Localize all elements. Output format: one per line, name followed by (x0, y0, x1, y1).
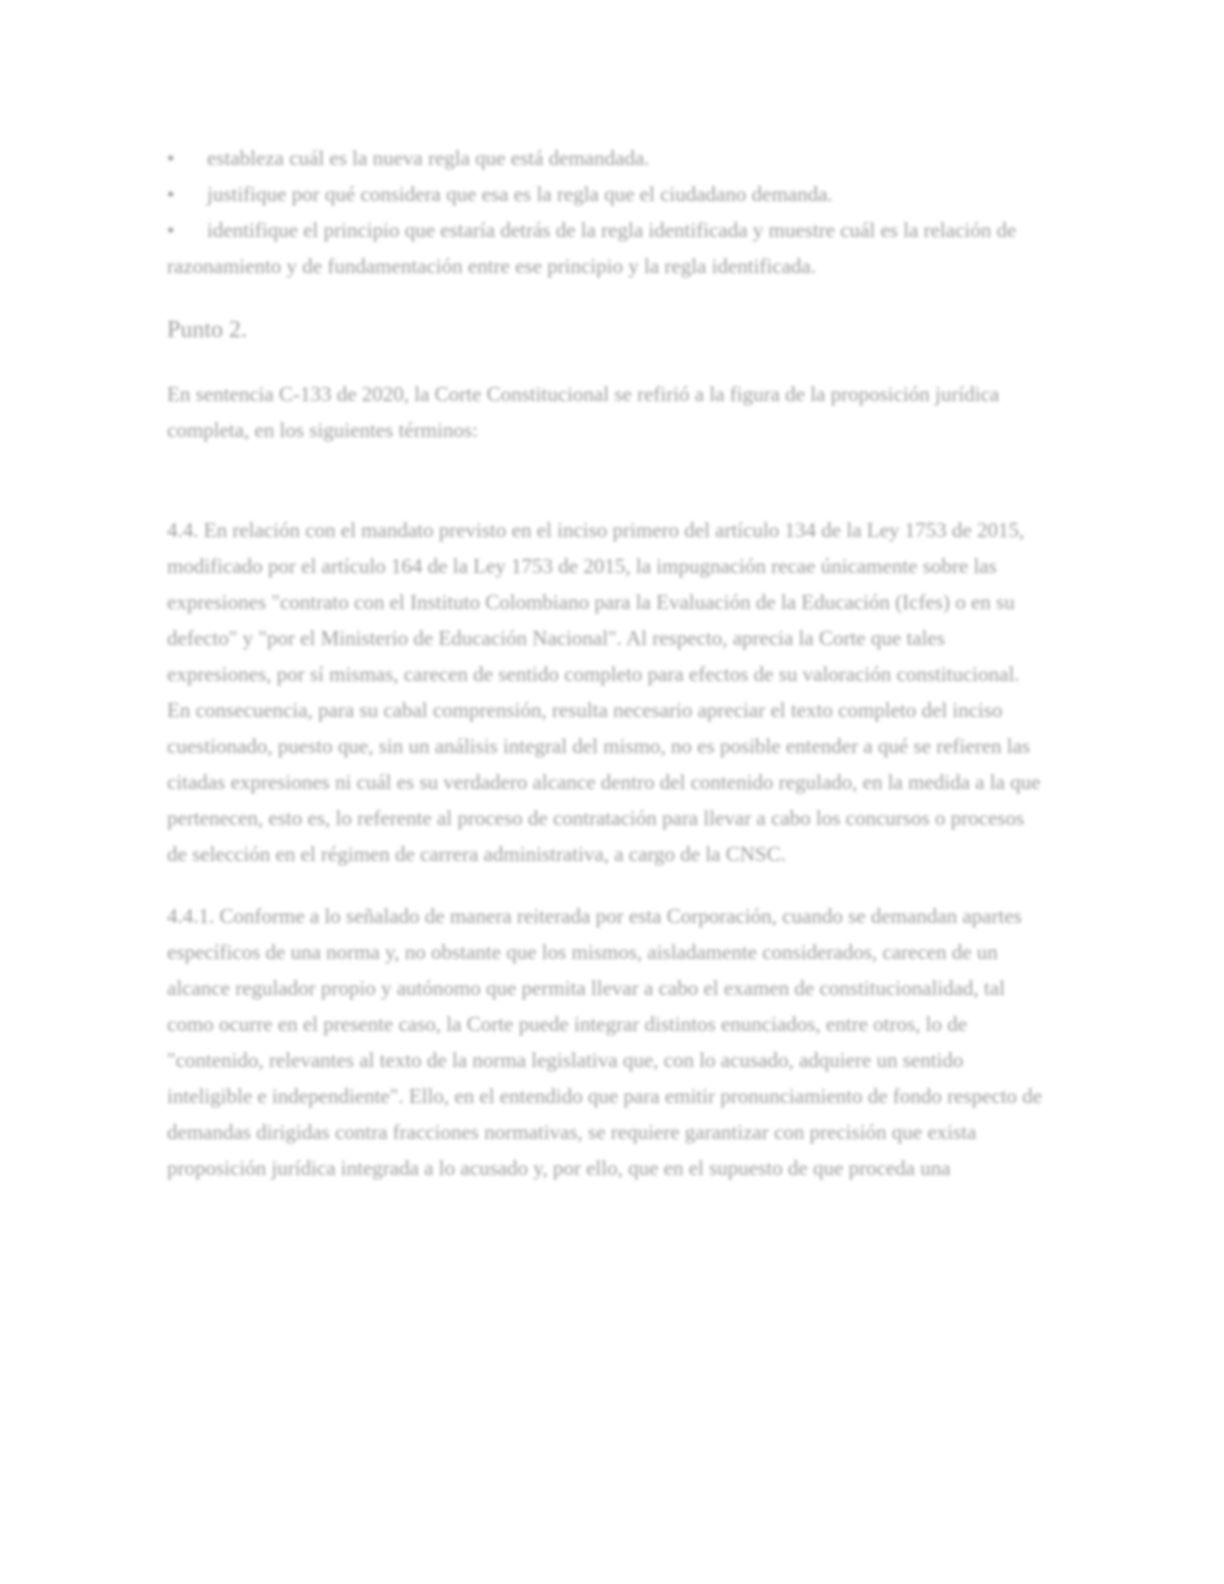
bullet-icon: • (167, 146, 175, 170)
bullet-icon: • (167, 218, 175, 242)
list-item (167, 176, 1043, 212)
quote-paragraph: 4.4.1. Conforme a lo señalado de manera reiterada por esta Corporación, cuando se demandan apartes específicos de una norma y, no obstante que los mismos, aisladamente considerados, carecen de un alcance regulador propio y autónomo que permita llevar a cabo el examen de constitucionalidad, tal como ocurre en el presente caso, la Corte puede integrar distintos enunciados, entre otros, lo de "contenido, relevantes al texto de la norma legislativa que, con lo acusado, adquiere un sentido inteligible e independiente". Ello, en el entendido que para emitir pronunciamiento de fondo respecto de demandas dirigidas contra fracciones normativas, se requiere garantizar con precisión que exista proposición jurídica integrada a lo acusado y, por ello, que en el supuesto de que proceda una (167, 904, 1043, 1180)
document-page (167, 140, 1043, 1212)
list-item-text: justifique por qué considera que esa es la regla que el ciudadano demanda. (207, 182, 833, 206)
list-item (167, 212, 1043, 284)
list-item-text: identifique el principio que estaría detrás de la regla identificada y muestre cuál es la relación de razonamiento y de fundamentación entre ese principio y la regla identificada. (167, 218, 1017, 278)
section-heading: Punto 2. (167, 317, 248, 343)
requirements-list (167, 140, 1043, 284)
quote-paragraph: 4.4. En relación con el mandato previsto en el inciso primero del artículo 134 de la Ley 1753 de 2015, modificado por el artículo 164 de la Ley 1753 de 2015, la impugnación recae únicamente sobre las expresiones "contrato con el Instituto Colombiano para la Evaluación de la Educación (Icfes) o en su defecto" y "por el Ministerio de Educación Nacional". Al respecto, aprecia la Corte que tales expresiones, por sí mismas, carecen de sentido completo para efectos de su valoración constitucional. En consecuencia, para su cabal comprensión, resulta necesario apreciar el texto completo del inciso cuestionado, puesto que, sin un análisis integral del mismo, no es posible entender a qué se refieren las citadas expresiones ni cuál es su verdadero alcance dentro del contenido regulado, en la medida a la que pertenecen, esto es, lo referente al proceso de contratación para llevar a cabo los concursos o procesos de selección en el régimen de carrera administrativa, a cargo de la CNSC. (167, 518, 1041, 866)
bullet-icon: • (167, 182, 175, 206)
list-item-text: estableza cuál es la nueva regla que está demandada. (207, 146, 650, 170)
intro-paragraph: En sentencia C-133 de 2020, la Corte Constitucional se refirió a la figura de la proposición jurídica completa, en los siguientes términos: (167, 382, 1000, 442)
list-item (167, 140, 1043, 176)
